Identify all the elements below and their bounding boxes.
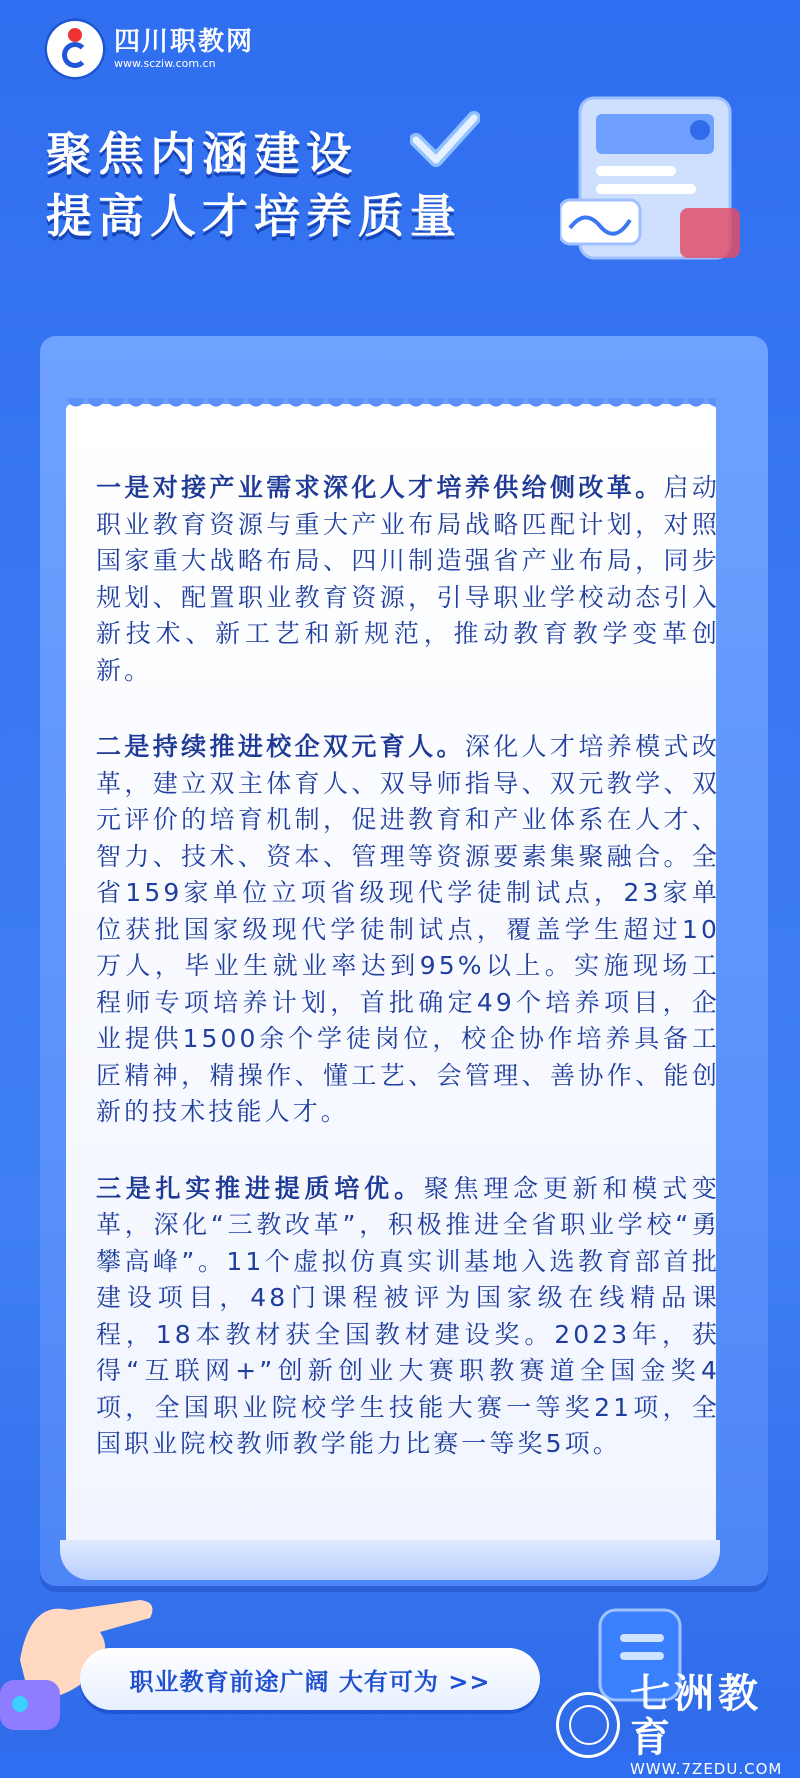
page-title-line1: 聚焦内涵建设 — [46, 127, 358, 181]
page-title-line2: 提高人才培养质量 — [46, 189, 462, 243]
site-logo[interactable] — [44, 18, 254, 80]
logo-url: www.scziw.com.cn — [114, 57, 216, 70]
watermark — [556, 1672, 800, 1778]
article-body — [96, 470, 720, 1503]
logo-name: 四川职教网 — [114, 27, 255, 57]
slogan-button[interactable]: 职业教育前途广阔 大有可为 >> — [80, 1648, 540, 1710]
paragraph-2-body: 深化人才培养模式改革，建立双主体育人、双导师指导、双元教学、双元评价的培育机制，促进教育和产业体系在人才、智力、技术、资本、管理等资源要素集聚融合。全省159家单位立项省级现代学徒制试点，23家单位获批国家级现代学徒制试点，覆盖学生超过10万人，毕业生就业率达到95%以上。实施现场工程师专项培养计划，首批确定49个培养项目，企业提供1500余个学徒岗位，校企协作培养具备工匠精神，精操作、懂工艺、会管理、善协作、能创新的技术技能人才。 — [96, 732, 720, 1126]
watermark-url: WWW.7ZEDU.COM — [629, 1760, 783, 1778]
logo-emblem-icon — [44, 18, 106, 80]
pointing-hand-icon — [0, 1540, 160, 1740]
watermark-name: 七洲教育 — [629, 1671, 762, 1761]
document-illustration-icon — [560, 88, 760, 268]
paragraph-3-body: 聚焦理念更新和模式变革，深化“三教改革”，积极推进全省职业学校“勇攀高峰”。11个虚拟仿真实训基地入选教育部首批建设项目，48门课程被评为国家级在线精品课程，18本教材获全国教材建设奖。2023年，获得“互联网+”创新创业大赛职教赛道全国金奖4项，全国职业院校学生技能大赛一等奖21项，全国职业院校教师教学能力比赛一等奖5项。 — [96, 1173, 720, 1458]
watermark-seal-icon — [556, 1692, 620, 1758]
checkmark-icon — [410, 110, 480, 170]
paragraph-2-lead: 二是持续推进校企双元育人。 — [96, 732, 465, 761]
paragraph-3 — [96, 1171, 720, 1463]
paragraph-1 — [96, 470, 720, 689]
paper-scallop-edge — [66, 398, 716, 414]
paragraph-2 — [96, 729, 720, 1131]
paragraph-1-lead: 一是对接产业需求深化人才培养供给侧改革。 — [96, 473, 664, 502]
paragraph-3-lead: 三是扎实推进提质培优。 — [96, 1173, 424, 1203]
paragraph-1-body: 启动职业教育资源与重大产业布局战略匹配计划，对照国家重大战略布局、四川制造强省产业布局，同步规划、配置职业教育资源，引导职业学校动态引入新技术、新工艺和新规范，推动教育教学变革创新。 — [96, 473, 720, 685]
